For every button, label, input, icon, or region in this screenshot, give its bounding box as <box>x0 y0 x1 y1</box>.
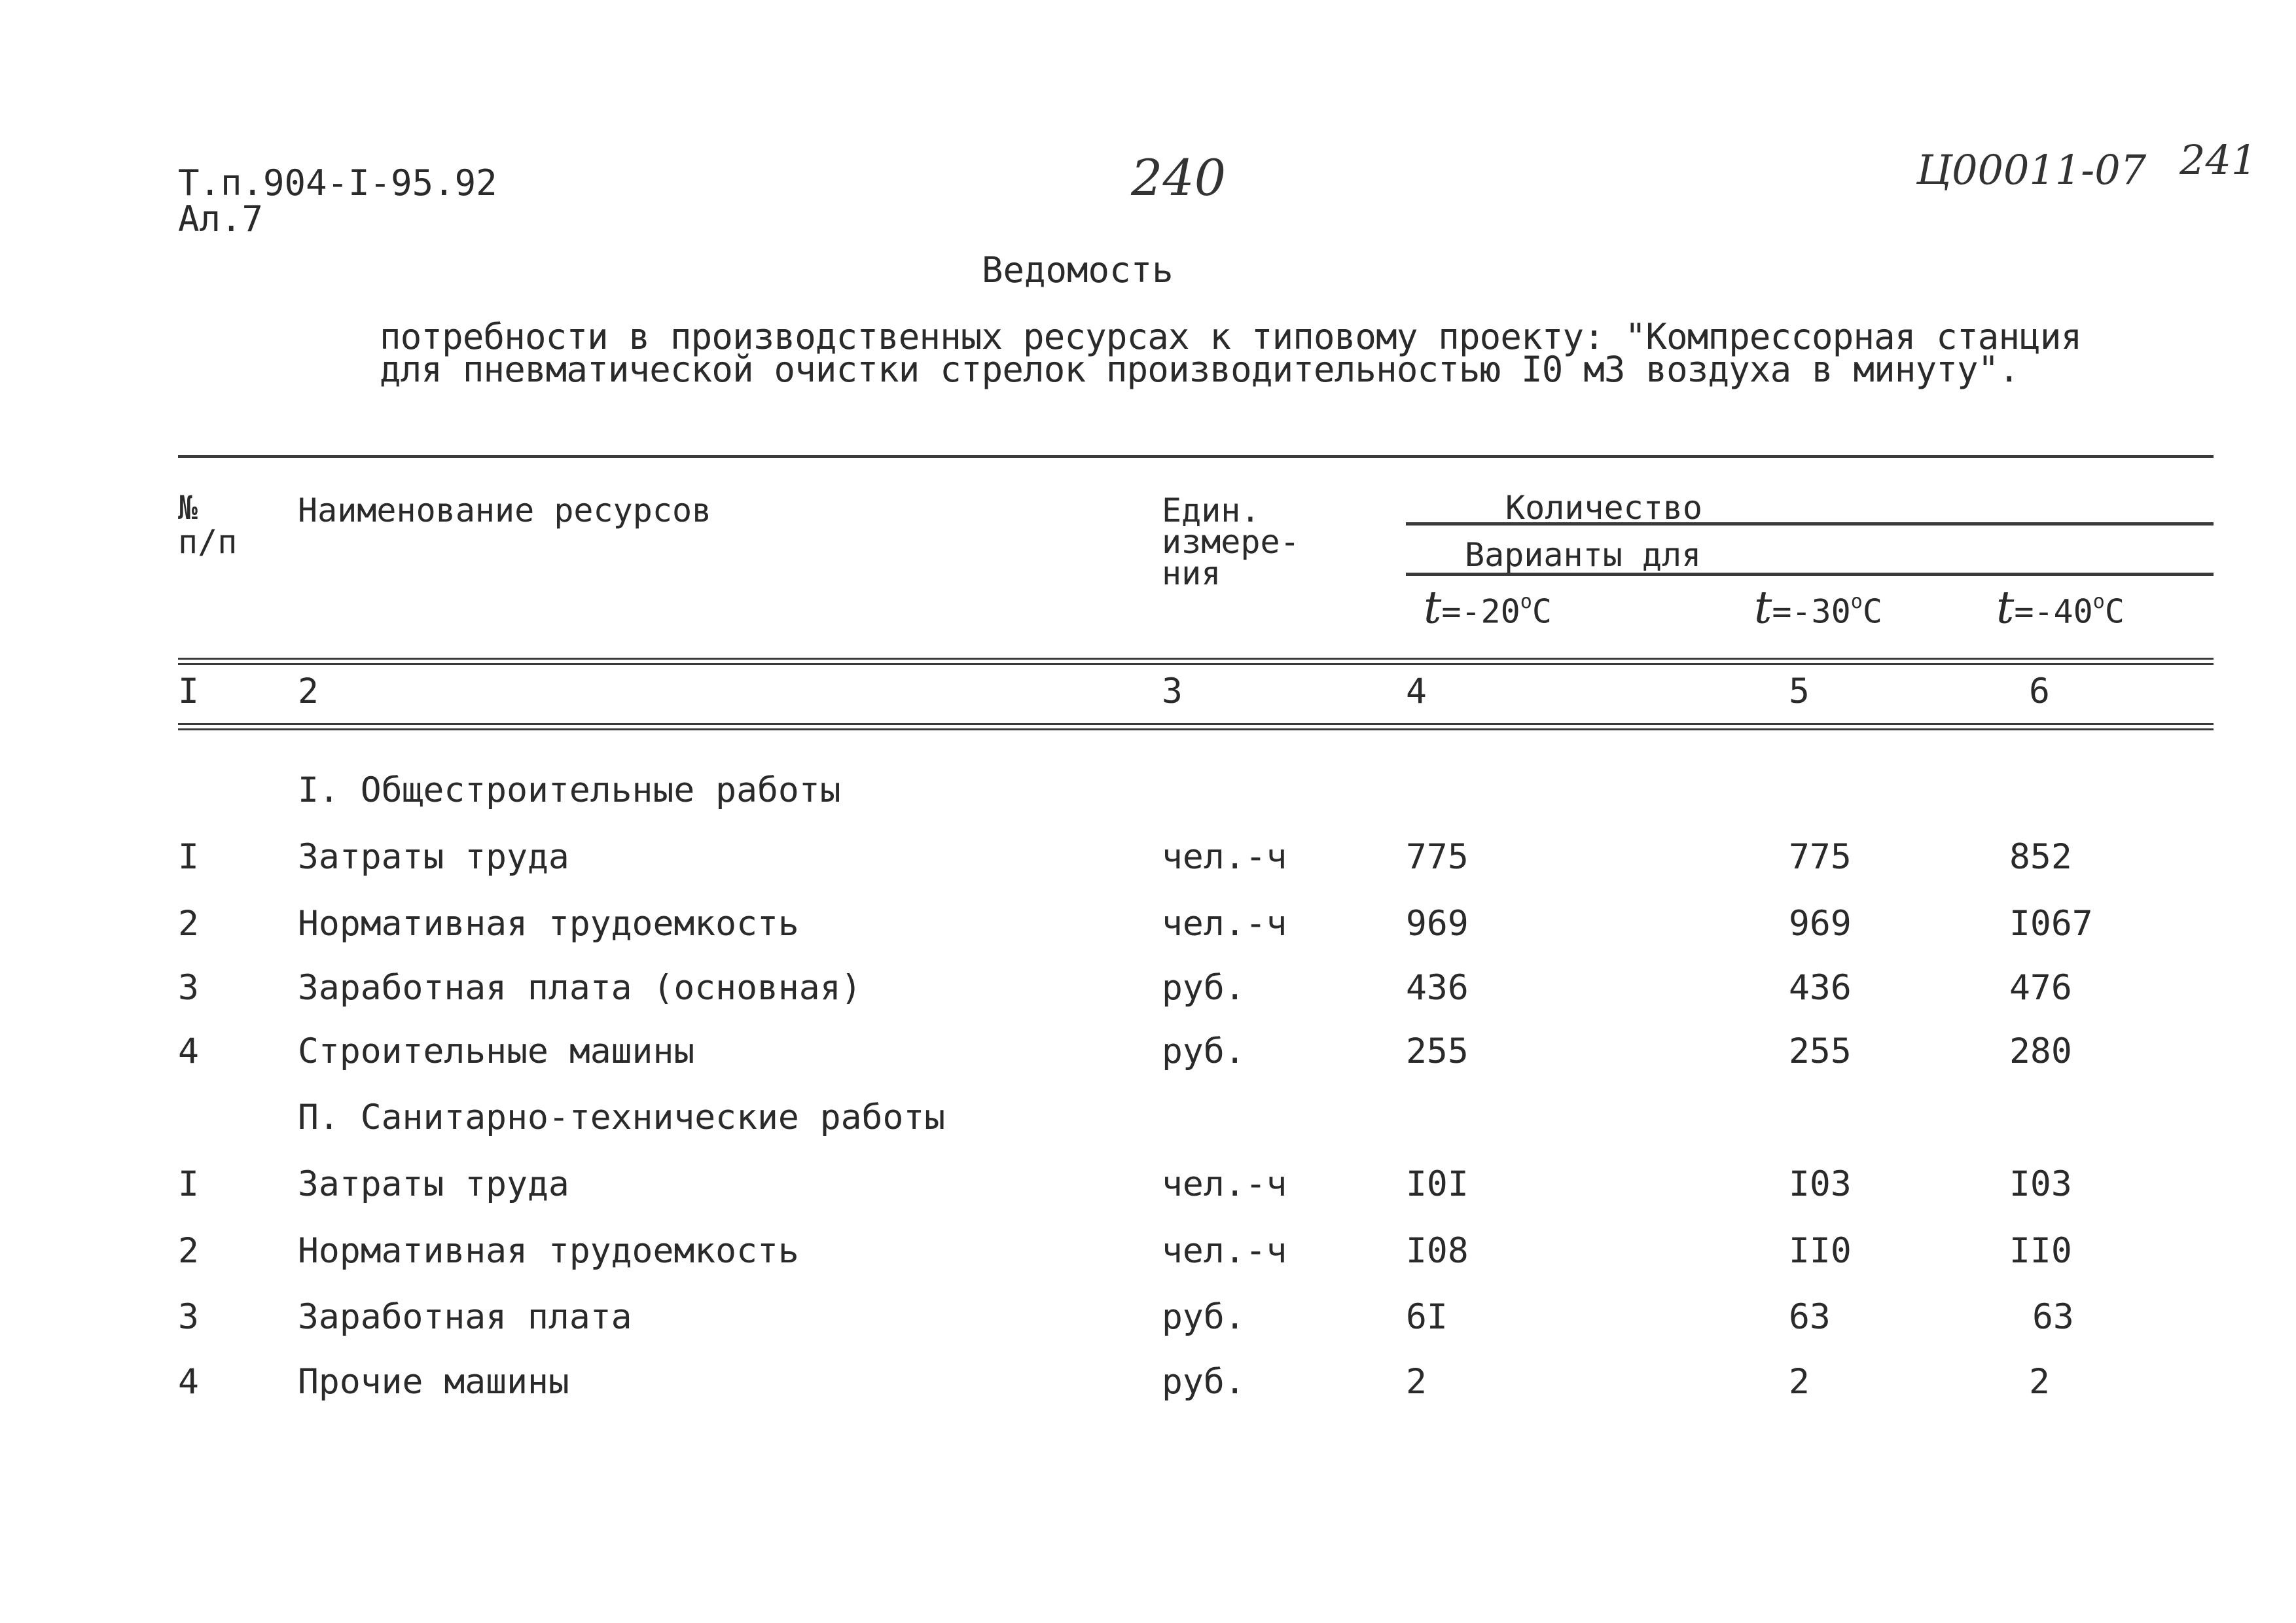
value-minus-30: 969 <box>1789 904 1852 944</box>
column-number: 5 <box>1789 671 1810 711</box>
temperature-value: =-40 <box>2014 592 2093 631</box>
section-title: I. Общестроительные работы <box>298 770 841 810</box>
celsius-label: C <box>1532 592 1552 631</box>
unit: руб. <box>1162 1031 1246 1071</box>
column-number: 6 <box>2029 671 2050 711</box>
temperature-symbol: t <box>1754 582 1772 634</box>
temperature-value: =-20 <box>1441 592 1520 631</box>
column-header-unit-line-2: измере- <box>1162 523 1300 561</box>
unit: руб. <box>1162 1297 1246 1337</box>
column-header-variant-minus-40 <box>1996 576 2125 638</box>
value-minus-20: 255 <box>1406 1031 1469 1071</box>
document-heading: Ведомость <box>982 249 1174 291</box>
handwritten-page-number: 240 <box>1131 149 1227 207</box>
row-number: 2 <box>178 1231 199 1271</box>
value-minus-20: I0I <box>1406 1164 1469 1204</box>
value-minus-20: 6I <box>1406 1297 1448 1337</box>
value-minus-30: 63 <box>1789 1297 1831 1337</box>
value-minus-40: 63 <box>2032 1297 2074 1337</box>
degree-sign: o <box>2092 590 2105 613</box>
value-minus-30: 2 <box>1789 1362 1810 1402</box>
temperature-value: =-30 <box>1772 592 1851 631</box>
resource-name: Строительные машины <box>298 1031 695 1071</box>
value-minus-30: 255 <box>1789 1031 1852 1071</box>
header-bottom-rule <box>178 658 2214 660</box>
value-minus-40: II0 <box>2009 1231 2072 1271</box>
document-subtitle-line-2: для пневматической очистки стрелок производительностью I0 м3 воздуха в минуту". <box>380 349 2020 390</box>
document-code: Т.п.904-I-95.92 <box>178 162 497 204</box>
value-minus-20: 969 <box>1406 904 1469 944</box>
row-number: I <box>178 1164 199 1204</box>
resource-name: Заработная плата <box>298 1297 632 1337</box>
value-minus-40: 852 <box>2009 837 2072 877</box>
row-number: 3 <box>178 1297 199 1337</box>
temperature-symbol: t <box>1996 582 2015 634</box>
column-header-name: Наименование ресурсов <box>298 491 712 529</box>
resource-name: Нормативная трудоемкость <box>298 904 799 944</box>
row-number: 4 <box>178 1031 199 1071</box>
unit: чел.-ч <box>1162 904 1287 944</box>
unit: чел.-ч <box>1162 1231 1287 1271</box>
section-title: П. Санитарно-технические работы <box>298 1097 946 1137</box>
value-minus-40: 476 <box>2009 968 2072 1008</box>
unit: руб. <box>1162 968 1246 1008</box>
value-minus-30: II0 <box>1789 1231 1852 1271</box>
row-number: 2 <box>178 904 199 944</box>
resource-name: Затраты труда <box>298 837 569 877</box>
unit: чел.-ч <box>1162 1164 1287 1204</box>
column-number: I <box>178 671 199 711</box>
column-number: 2 <box>298 671 319 711</box>
column-header-number-line-2: п/п <box>178 523 238 561</box>
column-header-unit-line-1: Един. <box>1162 491 1261 529</box>
row-number: I <box>178 837 199 877</box>
value-minus-40: 2 <box>2029 1362 2050 1402</box>
value-minus-20: 436 <box>1406 968 1469 1008</box>
column-header-number-line-1: № <box>178 489 198 527</box>
column-header-unit-line-3: ния <box>1162 554 1221 592</box>
column-header-variants: Варианты для <box>1465 536 1702 574</box>
column-header-variant-minus-20 <box>1424 576 1552 638</box>
resource-name: Заработная плата (основная) <box>298 968 862 1008</box>
degree-sign: o <box>1850 590 1863 613</box>
value-minus-30: 775 <box>1789 837 1852 877</box>
temperature-symbol: t <box>1424 582 1442 634</box>
resource-name: Нормативная трудоемкость <box>298 1231 799 1271</box>
row-number: 4 <box>178 1362 199 1402</box>
column-number: 3 <box>1162 671 1183 711</box>
unit: руб. <box>1162 1362 1246 1402</box>
document-subtitle-line-1: потребности в производственных ресурсах к типовому проекту: "Компрессорная станция <box>380 316 2082 357</box>
degree-sign: o <box>1520 590 1532 613</box>
column-numbers-bottom-rule <box>178 723 2214 725</box>
resource-name: Прочие машины <box>298 1362 569 1402</box>
handwritten-sheet-number: 241 <box>2179 136 2257 184</box>
value-minus-20: I08 <box>1406 1231 1469 1271</box>
handwritten-archive-code: Ц00011-07 <box>1916 146 2147 194</box>
unit: чел.-ч <box>1162 837 1287 877</box>
value-minus-20: 775 <box>1406 837 1469 877</box>
celsius-label: C <box>1862 592 1882 631</box>
column-number: 4 <box>1406 671 1427 711</box>
column-header-variant-minus-30 <box>1754 576 1882 638</box>
row-number: 3 <box>178 968 199 1008</box>
value-minus-40: 280 <box>2009 1031 2072 1071</box>
celsius-label: C <box>2104 592 2125 631</box>
value-minus-30: 436 <box>1789 968 1852 1008</box>
album-label: Ал.7 <box>178 198 264 240</box>
quantity-underline <box>1406 522 2214 526</box>
value-minus-30: I03 <box>1789 1164 1852 1204</box>
value-minus-40: I03 <box>2009 1164 2072 1204</box>
resource-name: Затраты труда <box>298 1164 569 1204</box>
value-minus-20: 2 <box>1406 1362 1427 1402</box>
column-header-quantity: Количество <box>1505 489 1703 527</box>
table-top-rule <box>178 455 2214 458</box>
value-minus-40: I067 <box>2009 904 2093 944</box>
